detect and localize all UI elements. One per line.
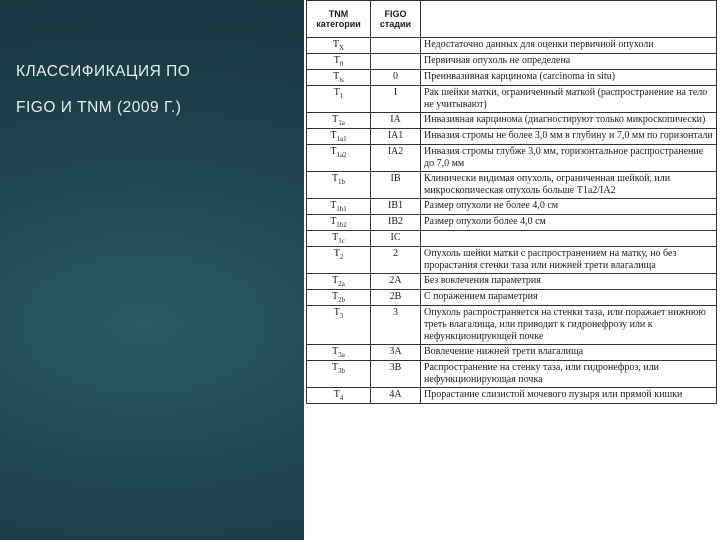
tnm-subscript: 1c bbox=[338, 237, 345, 245]
tnm-subscript: 0 bbox=[339, 60, 344, 68]
tnm-letter: T bbox=[332, 114, 339, 125]
figo-stage-cell: IB1 bbox=[371, 199, 421, 215]
tnm-subscript: 1a bbox=[338, 119, 345, 127]
figo-stage-cell: I bbox=[371, 86, 421, 113]
description-cell: Опухоль шейки матки с распространением на матку, но без прорастания стенки таза или нижней трети влагалища bbox=[421, 247, 717, 274]
tnm-category-cell bbox=[307, 199, 371, 215]
tnm-category-cell bbox=[307, 113, 371, 129]
description-cell: Опухоль распространяется на стенки таза, или поражает нижнюю треть влагалища, или приводит к гидронефрозу или к нефункционирующей почке bbox=[421, 306, 717, 345]
figo-stage-cell: 3B bbox=[371, 361, 421, 388]
header-figo: FIGO стадии bbox=[371, 1, 421, 38]
tnm-category-cell bbox=[307, 86, 371, 113]
tnm-letter: T bbox=[333, 307, 340, 318]
tnm-letter: T bbox=[332, 232, 339, 243]
tnm-subscript: 1b1 bbox=[336, 205, 347, 213]
description-cell: Инвазивная карцинома (диагностируют только микроскопически) bbox=[421, 113, 717, 129]
tnm-category-cell bbox=[307, 290, 371, 306]
table-row bbox=[307, 215, 717, 231]
figo-stage-cell: 0 bbox=[371, 70, 421, 86]
tnm-letter: T bbox=[332, 275, 339, 286]
tnm-category-cell bbox=[307, 215, 371, 231]
tnm-subscript: 1b2 bbox=[336, 221, 347, 229]
tnm-letter: T bbox=[331, 362, 339, 373]
description-cell: Недостаточно данных для оценки первичной опухоли bbox=[421, 38, 717, 54]
header-description bbox=[421, 1, 717, 38]
tnm-letter: T bbox=[333, 87, 340, 98]
tnm-letter: T bbox=[330, 200, 337, 211]
description-cell: Инвазия стромы не более 3,0 мм в глубину и 7,0 мм по горизонтали bbox=[421, 129, 717, 145]
description-cell: Вовлечение нижней трети влагалища bbox=[421, 345, 717, 361]
figo-stage-cell: IB2 bbox=[371, 215, 421, 231]
classification-table bbox=[306, 0, 717, 404]
tnm-category-cell bbox=[307, 306, 371, 345]
tnm-letter: T bbox=[330, 130, 337, 141]
table-row bbox=[307, 361, 717, 388]
slide-title bbox=[16, 54, 286, 126]
tnm-category-cell bbox=[307, 54, 371, 70]
description-cell: Рак шейки матки, ограниченный маткой (распространение на тело не учитывают) bbox=[421, 86, 717, 113]
tnm-subscript: 3b bbox=[338, 367, 346, 375]
table-row bbox=[307, 145, 717, 172]
table-body bbox=[307, 38, 717, 404]
table-row bbox=[307, 231, 717, 247]
table-row bbox=[307, 274, 717, 290]
description-cell: Размер опухоли не более 4,0 см bbox=[421, 199, 717, 215]
tnm-letter: T bbox=[333, 71, 340, 82]
description-cell: Клинически видимая опухоль, ограниченная шейкой, или микроскопическая опухоль больше T1a2/IA2 bbox=[421, 172, 717, 199]
figo-stage-cell: IA1 bbox=[371, 129, 421, 145]
tnm-category-cell bbox=[307, 129, 371, 145]
tnm-category-cell bbox=[307, 231, 371, 247]
table-row bbox=[307, 129, 717, 145]
tnm-letter: T bbox=[332, 39, 340, 50]
tnm-subscript: 3a bbox=[338, 351, 345, 359]
tnm-category-cell bbox=[307, 247, 371, 274]
tnm-subscript: 1a1 bbox=[336, 135, 347, 143]
tnm-letter: T bbox=[332, 346, 339, 357]
figo-stage-cell: IA bbox=[371, 113, 421, 129]
description-cell: Без вовлечения параметрия bbox=[421, 274, 717, 290]
table-row bbox=[307, 388, 717, 404]
tnm-subscript: 1 bbox=[339, 92, 344, 100]
tnm-category-cell bbox=[307, 145, 371, 172]
figo-stage-cell: IA2 bbox=[371, 145, 421, 172]
description-cell: Распространение на стенку таза, или гидронефроз, или нефункционирующая почка bbox=[421, 361, 717, 388]
tnm-subscript: 1a2 bbox=[336, 151, 347, 159]
figo-stage-cell bbox=[371, 38, 421, 54]
tnm-subscript: 2a bbox=[338, 280, 345, 288]
figo-stage-cell: 2A bbox=[371, 274, 421, 290]
tnm-letter: T bbox=[331, 173, 339, 184]
figo-stage-cell: IC bbox=[371, 231, 421, 247]
description-cell: Размер опухоли более 4,0 см bbox=[421, 215, 717, 231]
table-row bbox=[307, 38, 717, 54]
figo-stage-cell: 2B bbox=[371, 290, 421, 306]
table-row bbox=[307, 172, 717, 199]
description-cell: С поражением параметрия bbox=[421, 290, 717, 306]
table-row bbox=[307, 70, 717, 86]
description-cell: Прорастание слизистой мочевого пузыря или прямой кишки bbox=[421, 388, 717, 404]
table-header-row bbox=[307, 1, 717, 38]
tnm-category-cell bbox=[307, 274, 371, 290]
table-row bbox=[307, 290, 717, 306]
table-row bbox=[307, 306, 717, 345]
figo-stage-cell: 3 bbox=[371, 306, 421, 345]
title-line-2: FIGO И TNM (2009 Г.) bbox=[16, 99, 182, 116]
table-row bbox=[307, 199, 717, 215]
tnm-subscript: is bbox=[339, 76, 344, 84]
tnm-category-cell bbox=[307, 70, 371, 86]
figo-stage-cell bbox=[371, 54, 421, 70]
tnm-category-cell bbox=[307, 172, 371, 199]
table-row bbox=[307, 54, 717, 70]
tnm-category-cell bbox=[307, 345, 371, 361]
tnm-category-cell bbox=[307, 38, 371, 54]
table-row bbox=[307, 247, 717, 274]
tnm-letter: T bbox=[333, 248, 340, 259]
header-tnm: TNM категории bbox=[307, 1, 371, 38]
table-row bbox=[307, 113, 717, 129]
tnm-subscript: X bbox=[339, 44, 345, 52]
tnm-subscript: 2b bbox=[338, 296, 346, 304]
description-cell: Преинвазивная карцинома (carcinoma in situ) bbox=[421, 70, 717, 86]
description-cell: Инвазия стромы глубже 3,0 мм, горизонтальное распространение до 7,0 мм bbox=[421, 145, 717, 172]
tnm-subscript: 4 bbox=[339, 394, 344, 402]
table-row bbox=[307, 345, 717, 361]
description-cell: Первичная опухоль не определена bbox=[421, 54, 717, 70]
figo-stage-cell: 4A bbox=[371, 388, 421, 404]
table-row bbox=[307, 86, 717, 113]
tnm-letter: T bbox=[330, 146, 337, 157]
tnm-category-cell bbox=[307, 361, 371, 388]
figo-stage-cell: 2 bbox=[371, 247, 421, 274]
tnm-subscript: 1b bbox=[338, 178, 346, 186]
figo-stage-cell: 3A bbox=[371, 345, 421, 361]
tnm-letter: T bbox=[333, 55, 340, 66]
tnm-subscript: 2 bbox=[339, 253, 344, 261]
tnm-category-cell bbox=[307, 388, 371, 404]
tnm-letter: T bbox=[330, 216, 337, 227]
tnm-letter: T bbox=[333, 389, 340, 400]
title-line-1: КЛАССИФИКАЦИЯ ПО bbox=[16, 63, 191, 80]
tnm-subscript: 3 bbox=[339, 312, 344, 320]
description-cell bbox=[421, 231, 717, 247]
tnm-letter: T bbox=[331, 291, 339, 302]
figo-stage-cell: IB bbox=[371, 172, 421, 199]
classification-table-panel bbox=[304, 0, 720, 540]
